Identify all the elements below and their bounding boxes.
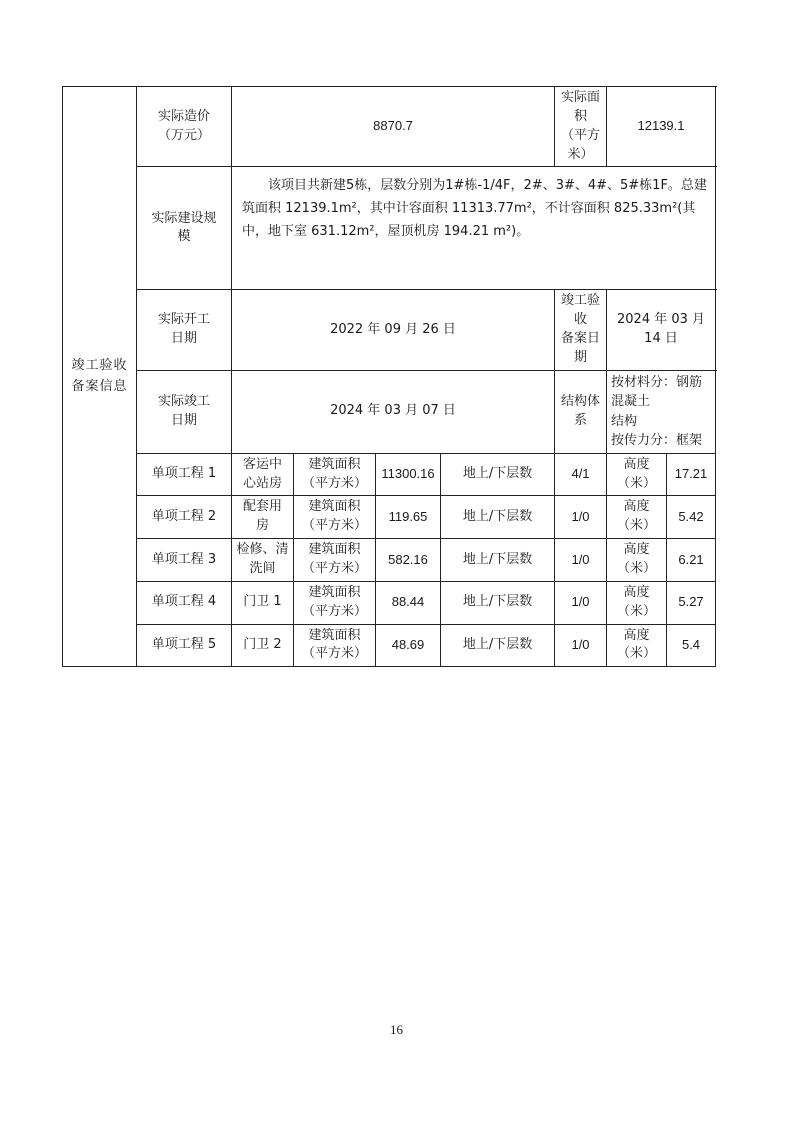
unit-height: 5.27 — [667, 581, 716, 624]
unit-area-label-line: 建筑面积 — [308, 627, 361, 643]
structure-line: 按传力分：框架 — [611, 433, 703, 449]
unit-area-label-line: （平方米） — [301, 475, 367, 491]
unit-height-label-line: 高度 — [623, 499, 650, 515]
actual-area-label-line: 实际面积 — [561, 90, 601, 124]
unit-floors: 1/0 — [555, 581, 607, 624]
unit-floors: 1/0 — [555, 624, 607, 667]
unit-height: 5.42 — [667, 496, 716, 539]
unit-area-label — [294, 539, 376, 582]
filing-date-value: 2024 年 03 月 14 日 — [607, 290, 716, 370]
filing-date-label-line: 备案日期 — [561, 331, 601, 365]
unit-floors-label: 地上/下层数 — [441, 624, 555, 667]
unit-building-line: 房 — [255, 518, 269, 534]
completion-date-label — [137, 370, 232, 453]
unit-floors: 1/0 — [555, 539, 607, 582]
unit-height-label-line: （米） — [617, 475, 657, 491]
unit-area-label — [294, 581, 376, 624]
actual-area-label-line: （平方米） — [561, 127, 601, 162]
actual-cost-label-line: （万元） — [157, 127, 210, 143]
unit-building-line: 配套用 — [242, 499, 282, 515]
start-date-label-line: 日期 — [170, 331, 197, 347]
unit-height-label — [607, 624, 667, 667]
actual-scale-label — [137, 167, 232, 290]
actual-cost-value: 8870.7 — [232, 87, 555, 167]
actual-area-label — [555, 87, 607, 167]
unit-area: 582.16 — [376, 539, 441, 582]
structure-line: 按材料分：钢筋混凝土 — [611, 374, 703, 410]
unit-name: 单项工程 5 — [137, 624, 232, 667]
unit-row — [63, 539, 716, 582]
unit-row — [63, 581, 716, 624]
structure-line: 结构 — [611, 413, 638, 429]
unit-area-label-line: （平方米） — [301, 646, 367, 662]
unit-height-label — [607, 581, 667, 624]
unit-area-label — [294, 624, 376, 667]
completion-date-row — [63, 370, 716, 453]
unit-building-line: 检修、清 — [236, 542, 289, 558]
unit-area: 119.65 — [376, 496, 441, 539]
section-label-line: 竣工验收 — [71, 357, 128, 373]
unit-area-label — [294, 453, 376, 496]
unit-height-label-line: （米） — [617, 560, 657, 576]
unit-height-label-line: 高度 — [623, 542, 650, 558]
actual-cost-label-line: 实际造价 — [157, 108, 210, 124]
structure-label: 结构体系 — [555, 370, 607, 453]
unit-height-label-line: 高度 — [623, 627, 650, 643]
unit-area-label-line: 建筑面积 — [308, 542, 361, 558]
scale-row — [63, 167, 716, 290]
unit-height-label-line: （米） — [617, 518, 657, 534]
unit-building-line: 心站房 — [242, 475, 282, 491]
unit-area-label-line: （平方米） — [301, 603, 367, 619]
actual-scale-label-line: 模 — [177, 229, 191, 245]
completion-filing-table — [62, 86, 716, 667]
unit-floors: 4/1 — [555, 453, 607, 496]
unit-name: 单项工程 1 — [137, 453, 232, 496]
unit-area: 88.44 — [376, 581, 441, 624]
unit-floors-label: 地上/下层数 — [441, 496, 555, 539]
unit-building-line: 门卫 2 — [243, 636, 282, 652]
unit-floors-label: 地上/下层数 — [441, 581, 555, 624]
unit-height-label-line: 高度 — [623, 584, 650, 600]
start-date-label-line: 实际开工 — [157, 312, 210, 328]
unit-floors-label: 地上/下层数 — [441, 539, 555, 582]
unit-height-label-line: （米） — [617, 603, 657, 619]
completion-date-label-line: 日期 — [170, 412, 197, 428]
completion-date-value: 2024 年 03 月 07 日 — [232, 370, 555, 453]
filing-date-label — [555, 290, 607, 370]
unit-name: 单项工程 2 — [137, 496, 232, 539]
completion-date-label-line: 实际竣工 — [157, 393, 210, 409]
start-date-value: 2022 年 09 月 26 日 — [232, 290, 555, 370]
start-date-row — [63, 290, 716, 370]
page-number: 16 — [390, 1022, 403, 1037]
unit-height: 17.21 — [667, 453, 716, 496]
actual-cost-label — [137, 87, 232, 167]
unit-building — [232, 496, 294, 539]
unit-floors-label: 地上/下层数 — [441, 453, 555, 496]
unit-height-label-line: （米） — [617, 646, 657, 662]
unit-height-label — [607, 496, 667, 539]
section-label-cell — [63, 87, 137, 667]
unit-building — [232, 581, 294, 624]
unit-height: 5.4 — [667, 624, 716, 667]
actual-scale-description: 该项目共新建5栋，层数分别为1#栋-1/4F，2#、3#、4#、5#栋1F。总建筑面积 12139.1m²，其中计容面积 11313.77m²，不计容面积 825.33m²(其中，地下室 631.12m²，屋顶机房 194.21 m²)。 — [232, 167, 716, 290]
unit-area-label-line: （平方米） — [301, 560, 367, 576]
unit-row — [63, 496, 716, 539]
unit-area-label — [294, 496, 376, 539]
start-date-label — [137, 290, 232, 370]
unit-row — [63, 624, 716, 667]
structure-value — [607, 370, 716, 453]
unit-height-label — [607, 539, 667, 582]
unit-row — [63, 453, 716, 496]
unit-area: 48.69 — [376, 624, 441, 667]
unit-height-label-line: 高度 — [623, 456, 650, 472]
actual-area-value: 12139.1 — [607, 87, 716, 167]
unit-area-label-line: 建筑面积 — [308, 584, 361, 600]
filing-date-label-line: 竣工验收 — [561, 293, 601, 328]
unit-height: 6.21 — [667, 539, 716, 582]
unit-floors: 1/0 — [555, 496, 607, 539]
unit-area-label-line: 建筑面积 — [308, 456, 361, 472]
unit-building — [232, 539, 294, 582]
actual-scale-label-line: 实际建设规 — [151, 210, 217, 226]
unit-height-label — [607, 453, 667, 496]
unit-building — [232, 624, 294, 667]
unit-building-line: 门卫 1 — [243, 594, 282, 610]
unit-name: 单项工程 3 — [137, 539, 232, 582]
section-label-line: 备案信息 — [71, 378, 128, 394]
unit-building — [232, 453, 294, 496]
unit-building-line: 洗间 — [249, 560, 276, 576]
unit-name: 单项工程 4 — [137, 581, 232, 624]
unit-building-line: 客运中 — [242, 456, 282, 472]
unit-area-label-line: 建筑面积 — [308, 499, 361, 515]
unit-area: 11300.16 — [376, 453, 441, 496]
unit-area-label-line: （平方米） — [301, 518, 367, 534]
cost-row — [63, 87, 716, 167]
